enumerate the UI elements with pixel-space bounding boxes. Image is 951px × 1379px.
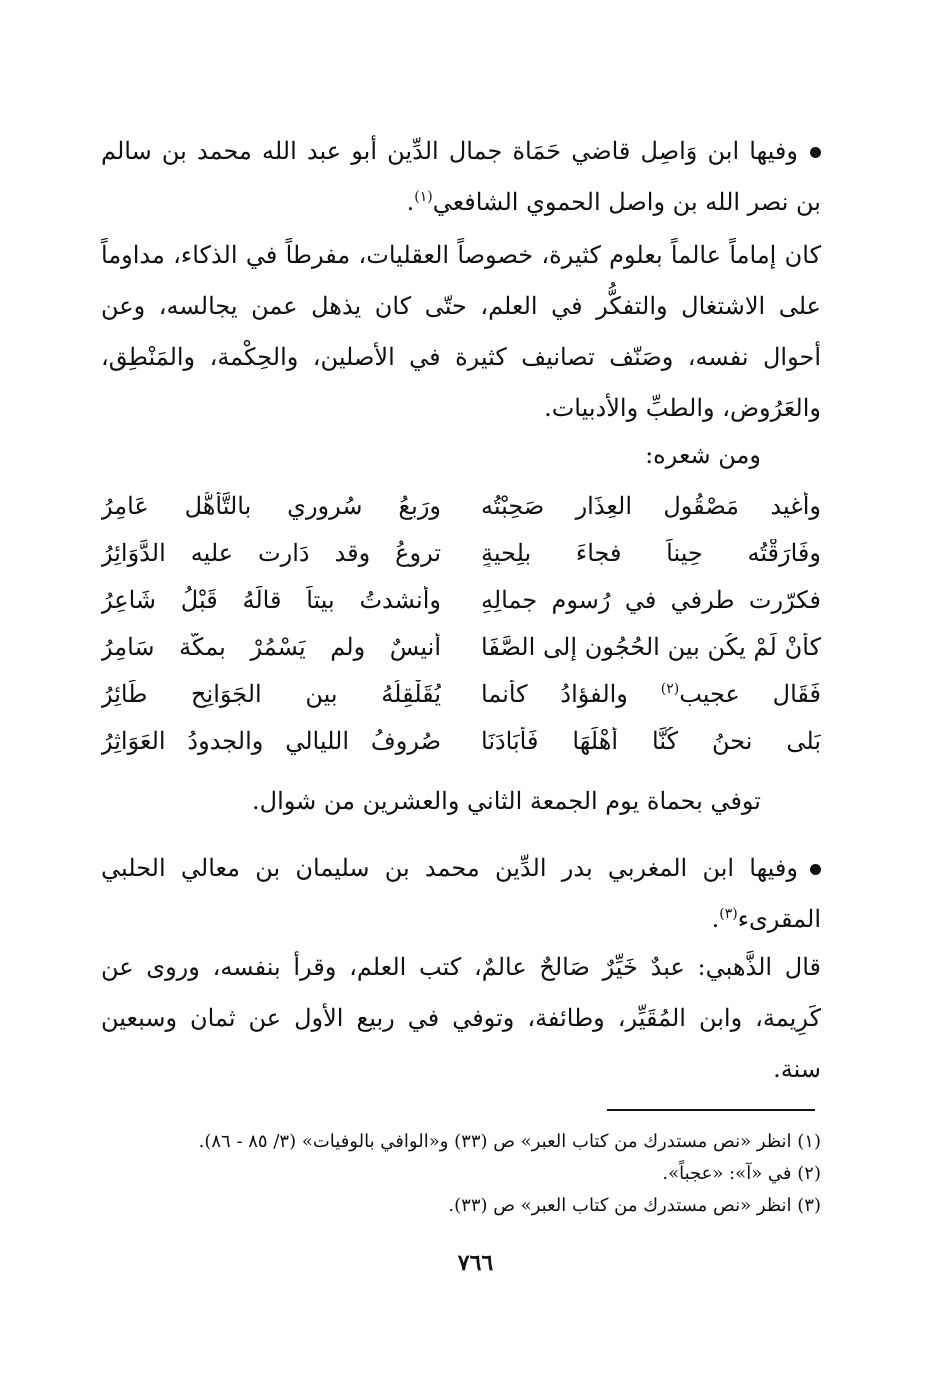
footnote: (١) انظر «نص مستدرك من كتاب العبر» ص (٣٣) و«الوافي بالوفيات» (٣/ ٨٥ - ٨٦). (198, 1131, 821, 1152)
verse-first-hemistich: بَلى نحنُ كُنَّا أَهْلَهَا فَأَبَادَنَا (481, 726, 821, 755)
verse-second-hemistich: أنيسٌ ولم يَسْمُرْ بمكّة سَامِرُ (101, 632, 441, 661)
verse-first-hemistich: كأنْ لَمْ يكُن بين الحُجُونِ إلى الصَّفَا (481, 632, 821, 661)
footnotes (101, 1126, 821, 1222)
poem-verse (101, 670, 821, 717)
bullet-icon (810, 147, 821, 158)
poem-verse (101, 717, 821, 764)
poem-intro: ومن شعره: (645, 441, 761, 469)
footnote: (٣) انظر «نص مستدرك من كتاب العبر» ص (٣٣). (448, 1195, 821, 1216)
entry-ibn-maghribi-heading (101, 843, 821, 945)
footnote-ref: (٢) (660, 680, 680, 697)
verse-second-hemistich: وأنشدتُ بيتاً قالَهُ قَبْلُ شَاعِرُ (101, 585, 441, 614)
poem (101, 482, 821, 764)
hemistich-text: فَقَال عجيب (679, 679, 821, 708)
poem-verse (101, 576, 821, 623)
footnote: (٢) في «آ»: «عجباً». (662, 1163, 821, 1184)
verse-second-hemistich: تروعُ وقد دَارت عليه الدَّوَائِرُ (101, 538, 441, 567)
sentence-end: . (406, 188, 415, 216)
footnote-ref: (٣) (719, 906, 738, 922)
verse-first-hemistich: وفَارَقْتُه حِيناً فجاءَ بلِحيةٍ (481, 538, 821, 567)
bullet-icon (810, 864, 821, 875)
entry-ibn-wasil-death: توفي بحماة يوم الجمعة الثاني والعشرين من شوال. (252, 787, 761, 815)
entry-heading-text: وفيها ابن وَاصِل قاضي حَمَاة جمال الدِّين أبو عبد الله محمد بن سالم بن نصر الله بن واصل الحموي الشافعي (101, 137, 821, 216)
hemistich-text-rest: والفؤادُ كأنما (481, 679, 661, 708)
entry-ibn-wasil-body: كان إماماً عالماً بعلوم كثيرة، خصوصاً العقليات، مفرطاً في الذكاء، مداوماً على الاشتغال والتفكُّر في العلم، حتّى كان يذهل عمن يجالسه، وعن أحوال نفسه، وصَنّف تصانيف كثيرة في الأصلين، والحِكْمة، والمَنْطِق، والعَرُوض، والطبِّ والأدبيات. (101, 241, 821, 422)
sentence-end: . (711, 905, 720, 933)
verse-second-hemistich: يُقَلْقِلُهُ بين الجَوَانِحِ طَائِرُ (101, 679, 441, 708)
entry-heading-text: وفيها ابن المغربي بدر الدِّين محمد بن سليمان بن معالي الحلبي المقرىء (101, 854, 821, 933)
verse-second-hemistich: ورَبعُ سُروري بالتَّأَهُّل عَامِرُ (101, 491, 441, 520)
entry-ibn-maghribi-body: قال الذَّهبي: عبدٌ خَيِّرٌ صَالحٌ عالمٌ، كتب العلم، وقرأ بنفسه، وروى عن كَرِيمة، وابن المُقَيِّر، وطائفة، وتوفي في ربيع الأول عن ثمان وسبعين سنة. (101, 953, 821, 1083)
poem-verse (101, 623, 821, 670)
verse-first-hemistich: فكرّرت طرفي في رُسومِ جمالِهِ (481, 585, 821, 614)
verse-second-hemistich: صُروفُ الليالي والجدودُ العَوَاثِرُ (101, 726, 441, 755)
poem-verse (101, 529, 821, 576)
entry-ibn-wasil-heading (101, 126, 821, 228)
poem-verse (101, 482, 821, 529)
verse-first-hemistich (481, 680, 821, 708)
footnote-ref: (١) (414, 189, 433, 205)
verse-first-hemistich: وأغيد مَصْقُول العِذَار صَحِبْتُه (481, 491, 821, 520)
page-number: ٧٦٦ (457, 1250, 494, 1276)
footnote-divider (607, 1109, 815, 1111)
